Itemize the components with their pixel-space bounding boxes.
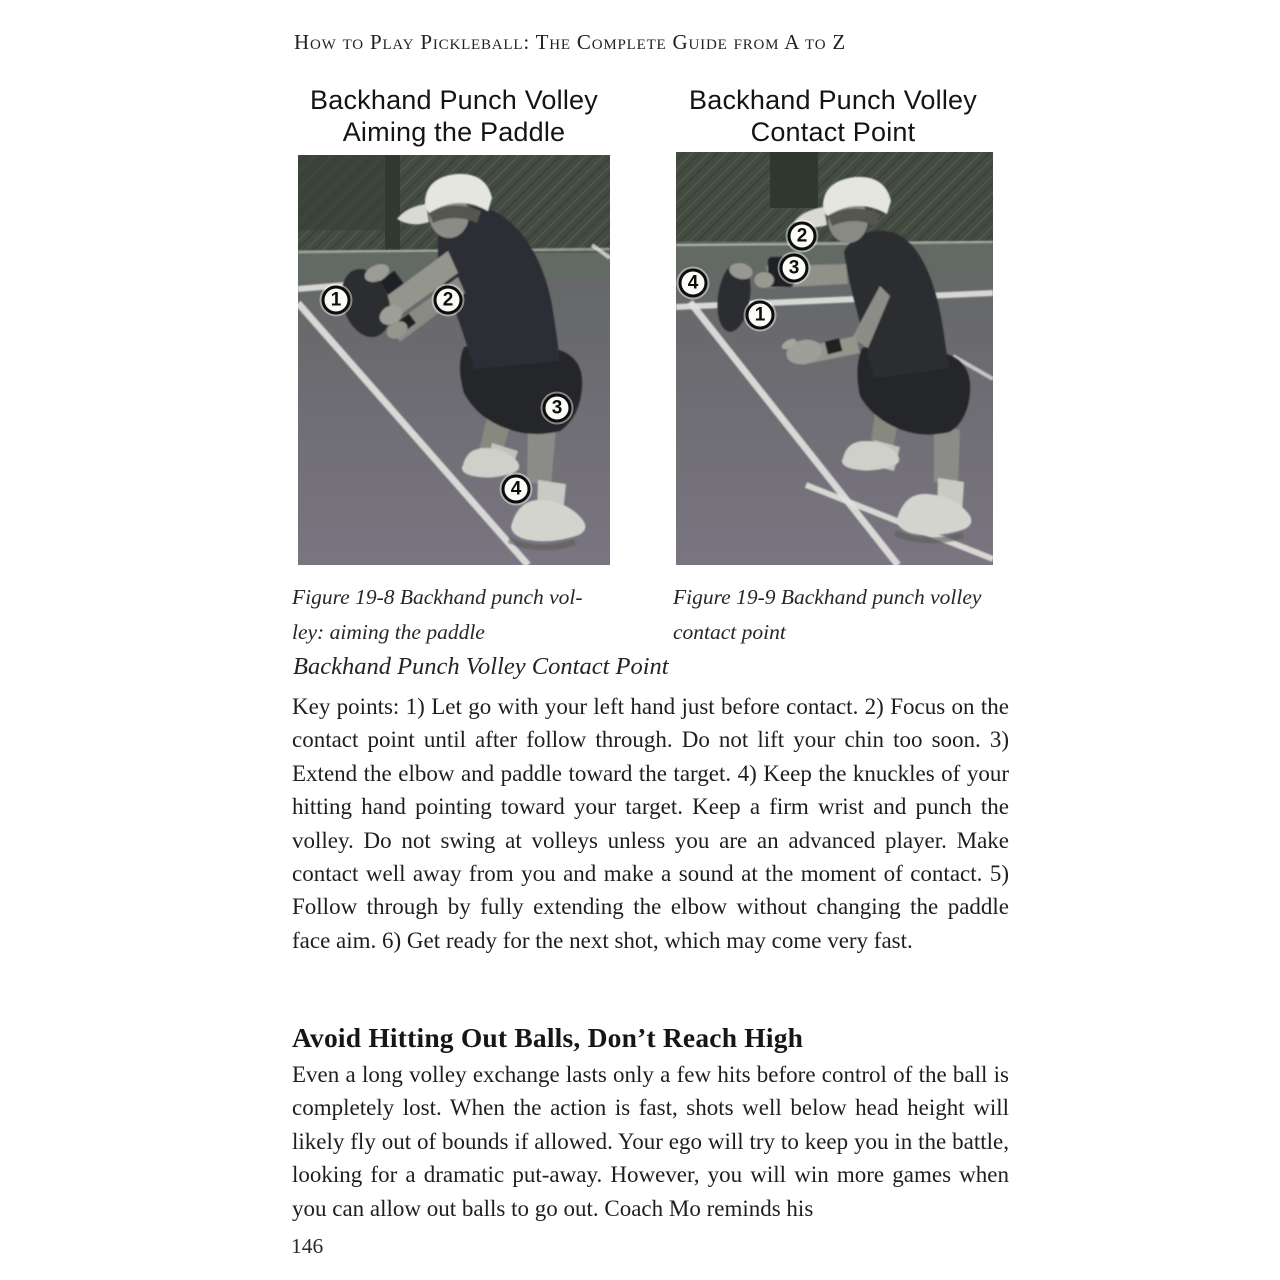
figure-19-9-title (672, 84, 994, 148)
running-header: How to Play Pickleball: The Complete Guide from A to Z (294, 30, 847, 54)
figure-19-8-caption (292, 580, 622, 649)
page-number: 146 (291, 1234, 324, 1258)
figure-19-8-caption-line2: ley: aiming the paddle (292, 619, 485, 644)
figure-19-9-photo (676, 152, 993, 565)
figure-marker-1: 1 (746, 301, 775, 330)
figure-marker-3: 3 (780, 254, 809, 283)
figure-marker-4: 4 (679, 269, 708, 298)
figure-19-8-title-line2: Aiming the Paddle (342, 117, 566, 147)
court-photo-left (298, 155, 610, 565)
subheading: Backhand Punch Volley Contact Point (293, 653, 669, 680)
figure-19-8-caption-line1: Figure 19-8 Backhand punch vol- (292, 585, 583, 609)
photo-tint (298, 155, 610, 565)
figure-19-8-title-line1: Backhand Punch Volley (310, 85, 598, 115)
figure-19-9-caption-line2: contact point (673, 619, 786, 644)
figure-19-9-title-line2: Contact Point (750, 117, 916, 147)
figure-marker-1: 1 (322, 286, 351, 315)
figure-19-9-title-line1: Backhand Punch Volley (689, 85, 977, 115)
figure-19-8-title (298, 84, 610, 148)
figure-marker-4: 4 (502, 475, 531, 504)
figure-marker-2: 2 (788, 222, 817, 251)
figure-marker-2: 2 (434, 286, 463, 315)
figure-19-9-caption-line1: Figure 19-9 Backhand punch volley (673, 585, 982, 609)
figure-19-9-caption (673, 580, 1013, 649)
figure-19-8-photo (298, 155, 610, 565)
court-photo-right (676, 152, 993, 565)
figure-marker-3: 3 (543, 394, 572, 423)
paragraph-key-points: Key points: 1) Let go with your left hand just before contact. 2) Focus on the contact point until after follow through. Do not lift your chin too soon. 3) Extend the elbow and paddle toward the target. 4) Keep the knuckles of your hitting hand pointing toward your target. Keep a firm wrist and punch the volley. Do not swing at volleys unless you are an advanced player. Make contact well away from you and make a sound at the moment of contact. 5) Follow through by fully extending the elbow without changing the paddle face aim. 6) Get ready for the next shot, which may come very fast. (292, 694, 1009, 953)
photo-tint (676, 152, 993, 565)
section-heading: Avoid Hitting Out Balls, Don’t Reach High (292, 1022, 804, 1053)
paragraph-avoid-out-balls: Even a long volley exchange lasts only a few hits before control of the ball is completely lost. When the action is fast, shots well below head height will likely fly out of bounds if allowed. Your ego will try to keep you in the battle, looking for a dramatic put-away. However, you will win more games when you can allow out balls to go out. Coach Mo reminds his (292, 1062, 1009, 1221)
